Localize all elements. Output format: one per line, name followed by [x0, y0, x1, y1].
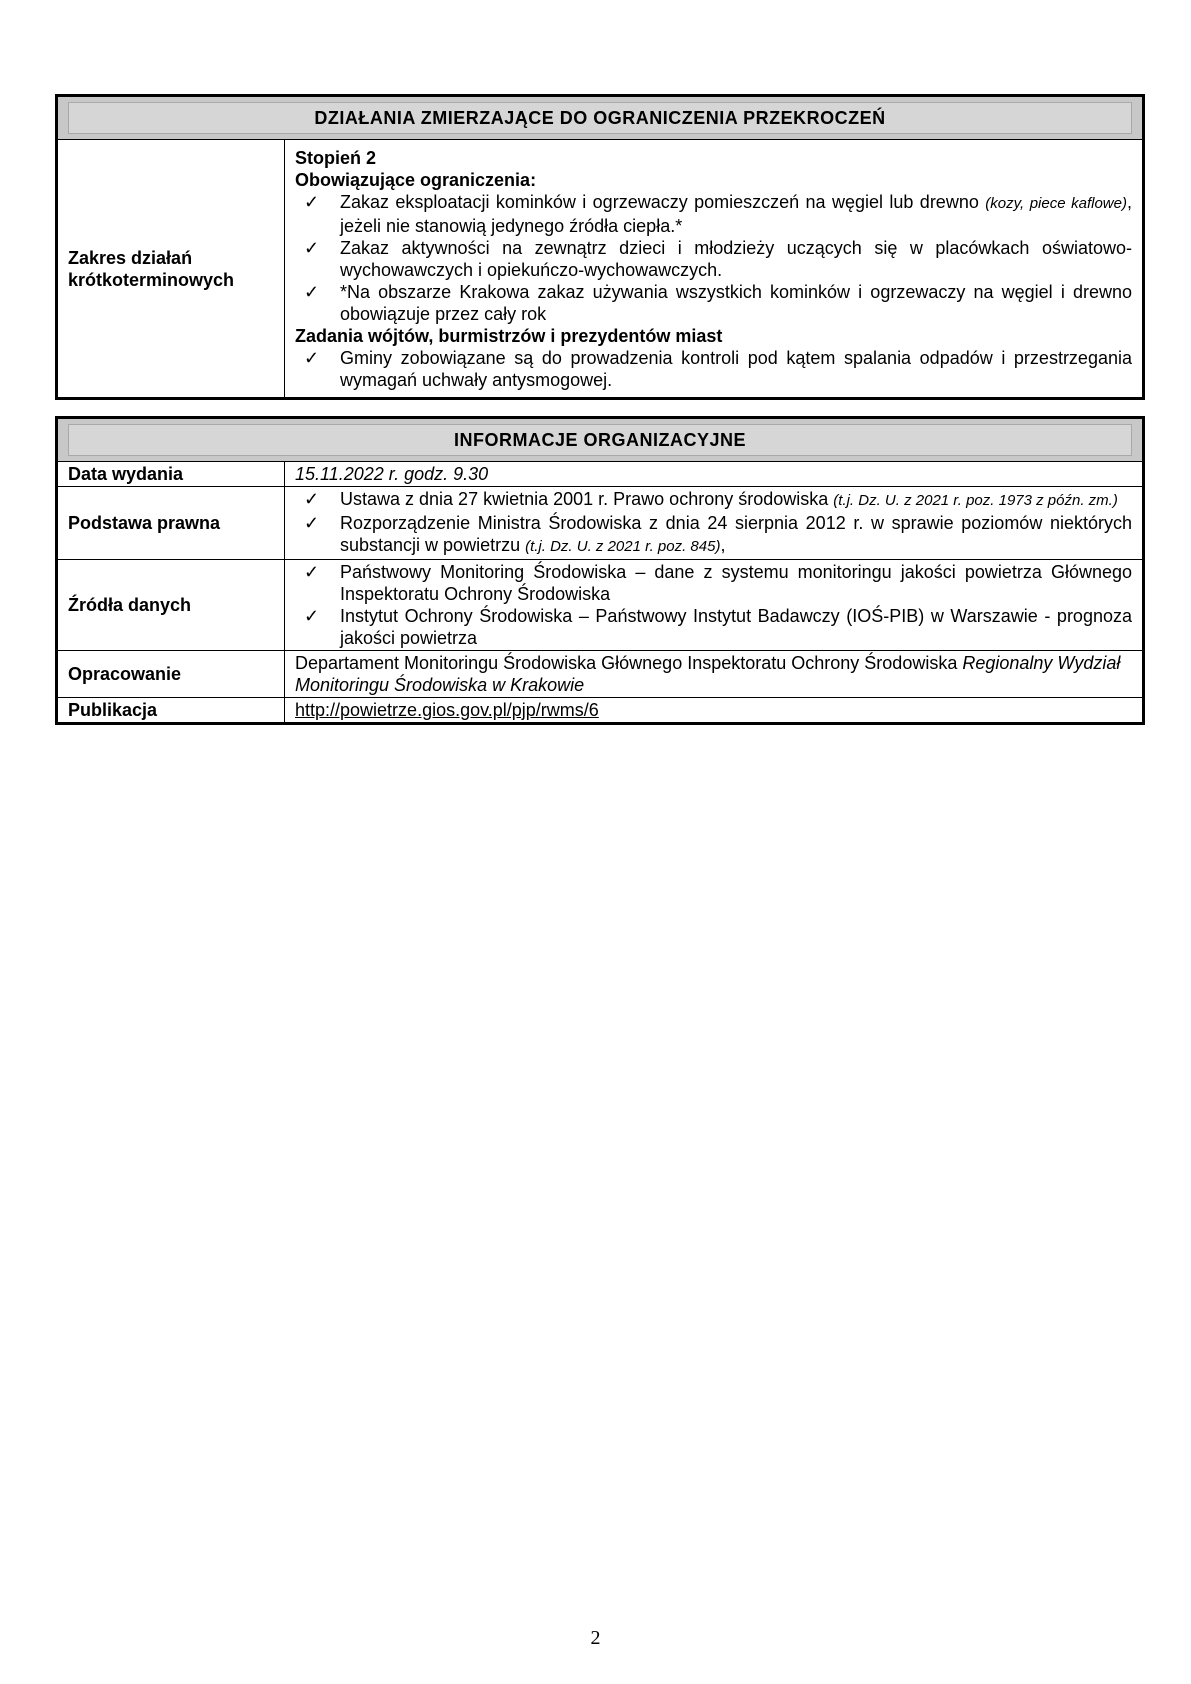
prepared-label: Opracowanie — [57, 651, 285, 698]
legal-basis-label: Podstawa prawna — [57, 487, 285, 560]
list-item: ✓ Ustawa z dnia 27 kwietnia 2001 r. Prawo ochrony środowiska (t.j. Dz. U. z 2021 r. poz. 1973 z późn. zm.) — [304, 489, 1118, 509]
checkmark-icon: ✓ — [304, 281, 320, 302]
short-term-content — [285, 140, 1144, 399]
prepared-content: Departament Monitoringu Środowiska Głównego Inspektoratu Ochrony Środowiska Regionalny Wydział Monitoringu Środowiska w Krakowie — [285, 651, 1144, 698]
list-item: ✓ Rozporządzenie Ministra Środowiska z dnia 24 sierpnia 2012 r. w sprawie poziomów niektórych substancji w powietrzu (t.j. Dz. U. z 2021 r. poz. 845), — [304, 513, 1132, 555]
publication-label: Publikacja — [57, 698, 285, 724]
issue-date-value: 15.11.2022 r. godz. 9.30 — [285, 462, 1144, 487]
stage-title: Stopień 2 — [295, 147, 377, 168]
tasks-list — [295, 347, 1132, 391]
checkmark-icon: ✓ — [304, 513, 320, 533]
list-item: ✓ Państwowy Monitoring Środowiska – dane z systemu monitoringu jakości powietrza Głównego Inspektoratu Ochrony Środowiska — [304, 562, 1132, 604]
checkmark-icon: ✓ — [304, 489, 320, 509]
publication-content — [285, 698, 1144, 724]
publication-link[interactable]: http://powietrze.gios.gov.pl/pjp/rwms/6 — [295, 700, 599, 720]
measures-header: DZIAŁANIA ZMIERZAJĄCE DO OGRANICZENIA PRZEKROCZEŃ — [68, 102, 1132, 134]
list-item: ✓ Gminy zobowiązane są do prowadzenia kontroli pod kątem spalania odpadów i przestrzegania wymagań uchwały antysmogowej. — [304, 347, 1132, 390]
page-number: 2 — [590, 1627, 601, 1649]
list-item: ✓ Instytut Ochrony Środowiska – Państwowy Instytut Badawczy (IOŚ-PIB) w Warszawie - prognoza jakości powietrza — [304, 606, 1132, 648]
list-item: ✓ Zakaz eksploatacji kominków i ogrzewaczy pomieszczeń na węgiel lub drewno (kozy, piece kaflowe), jeżeli nie stanowią jedynego źródła ciepła.* — [304, 191, 1132, 236]
restrictions-title: Obowiązujące ograniczenia: — [295, 169, 537, 190]
measures-table — [55, 94, 1145, 400]
issue-date-label: Data wydania — [57, 462, 285, 487]
checkmark-icon: ✓ — [304, 237, 320, 258]
restrictions-list — [295, 191, 1132, 325]
measures-header-cell — [57, 96, 1144, 140]
sources-list — [295, 561, 1132, 649]
short-term-label: Zakres działań krótkoterminowych — [57, 140, 285, 399]
checkmark-icon: ✓ — [304, 191, 320, 212]
checkmark-icon: ✓ — [304, 562, 320, 582]
checkmark-icon: ✓ — [304, 347, 320, 368]
tasks-title: Zadania wójtów, burmistrzów i prezydentów miast — [295, 325, 723, 346]
legal-basis-list — [295, 488, 1132, 558]
sources-content — [285, 560, 1144, 651]
legal-basis-content — [285, 487, 1144, 560]
sources-label: Źródła danych — [57, 560, 285, 651]
list-item: ✓ *Na obszarze Krakowa zakaz używania wszystkich kominków i ogrzewaczy na węgiel i drewno obowiązuje przez cały rok — [304, 281, 1132, 324]
list-item: ✓ Zakaz aktywności na zewnątrz dzieci i młodzieży uczących się w placówkach oświatowo-wychowawczych i opiekuńczo-wychowawczych. — [304, 237, 1132, 280]
checkmark-icon: ✓ — [304, 606, 320, 626]
org-header-cell — [57, 418, 1144, 462]
org-header: INFORMACJE ORGANIZACYJNE — [68, 424, 1132, 456]
organizational-info-table — [55, 416, 1145, 725]
